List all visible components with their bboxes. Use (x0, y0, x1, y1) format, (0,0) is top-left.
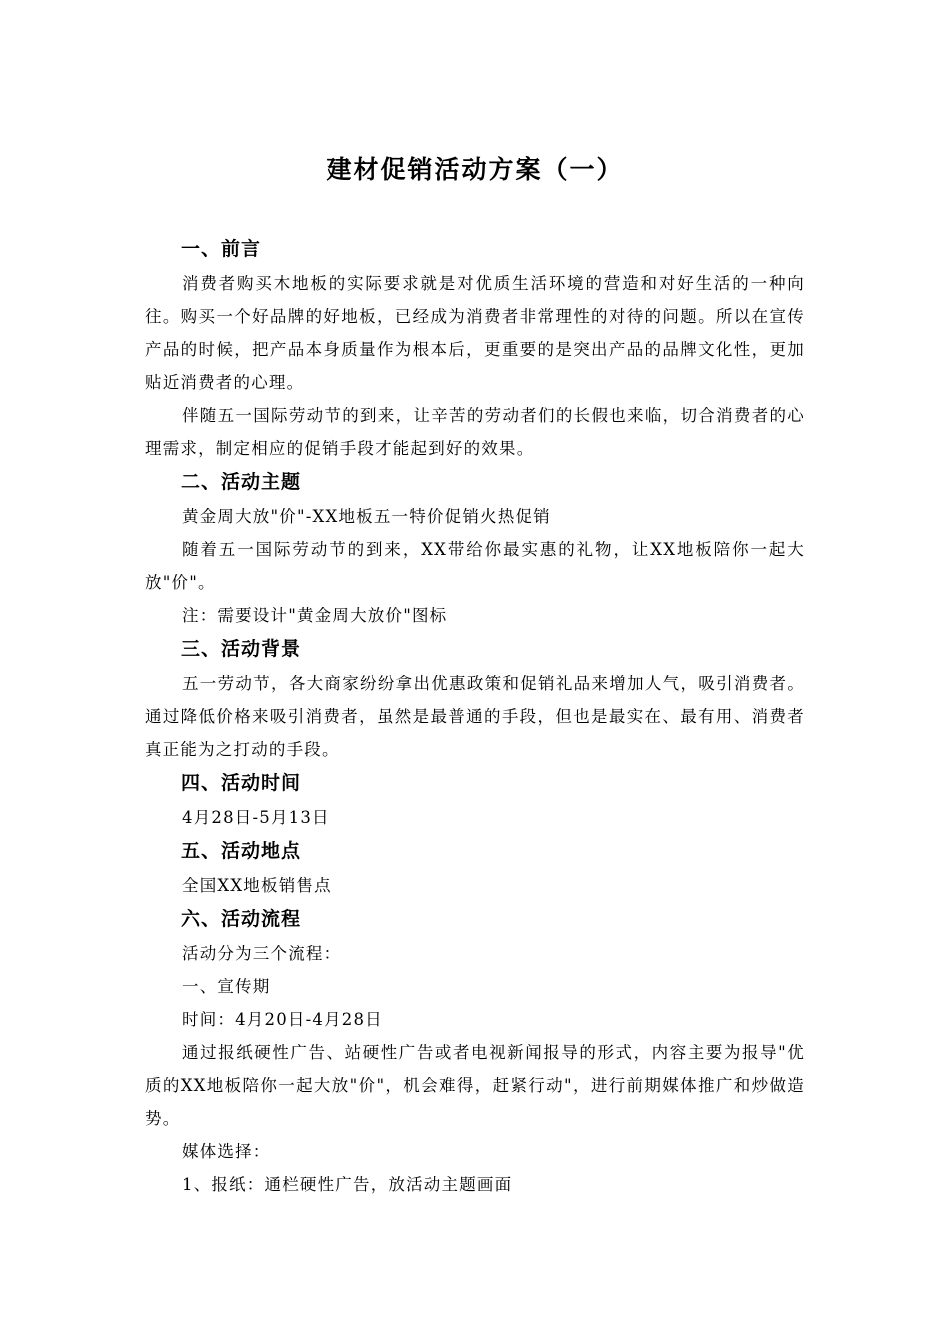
section-heading-location: 五、活动地点 (181, 840, 302, 862)
section-heading-preface: 一、前言 (181, 238, 262, 260)
paragraph: 伴随五一国际劳动节的到来，让辛苦的劳动者们的长假也来临，切合消费者的心理需求，制定相应的促销手段才能起到好的效果。 (145, 406, 805, 458)
paragraph: 全国XX地板销售点 (182, 876, 332, 895)
paragraph: 通过报纸硬性广告、站硬性广告或者电视新闻报导的形式，内容主要为报导"优质的XX地板陪你一起大放"价"，机会难得，赶紧行动"，进行前期媒体推广和炒做造势。 (145, 1043, 805, 1128)
paragraph: 媒体选择： (182, 1142, 271, 1161)
section-heading-process: 六、活动流程 (181, 908, 302, 930)
paragraph: 1、报纸：通栏硬性广告，放活动主题画面 (182, 1175, 513, 1194)
paragraph: 一、宣传期 (182, 977, 271, 996)
paragraph: 五一劳动节，各大商家纷纷拿出优惠政策和促销礼品来增加人气，吸引消费者。通过降低价格来吸引消费者，虽然是最普通的手段，但也是最实在、最有用、消费者真正能为之打动的手段。 (145, 674, 805, 759)
section-heading-time: 四、活动时间 (181, 772, 302, 794)
paragraph: 黄金周大放"价"-XX地板五一特价促销火热促销 (182, 507, 551, 526)
document-title: 建材促销活动方案（一） (326, 155, 624, 184)
paragraph: 消费者购买木地板的实际要求就是对优质生活环境的营造和对好生活的一种向往。购买一个好品牌的好地板，已经成为消费者非常理性的对待的问题。所以在宣传产品的时候，把产品本身质量作为根本后，更重要的是突出产品的品牌文化性，更加贴近消费者的心理。 (145, 274, 805, 392)
paragraph: 随着五一国际劳动节的到来，XX带给你最实惠的礼物，让XX地板陪你一起大放"价"。 (145, 540, 805, 592)
paragraph: 活动分为三个流程： (182, 944, 342, 963)
section-heading-theme: 二、活动主题 (181, 471, 302, 493)
section-heading-background: 三、活动背景 (181, 638, 302, 660)
paragraph: 时间：4月20日-4月28日 (182, 1010, 383, 1029)
paragraph: 4月28日-5月13日 (182, 808, 330, 827)
paragraph: 注：需要设计"黄金周大放价"图标 (182, 606, 448, 625)
document-body (145, 232, 805, 1201)
